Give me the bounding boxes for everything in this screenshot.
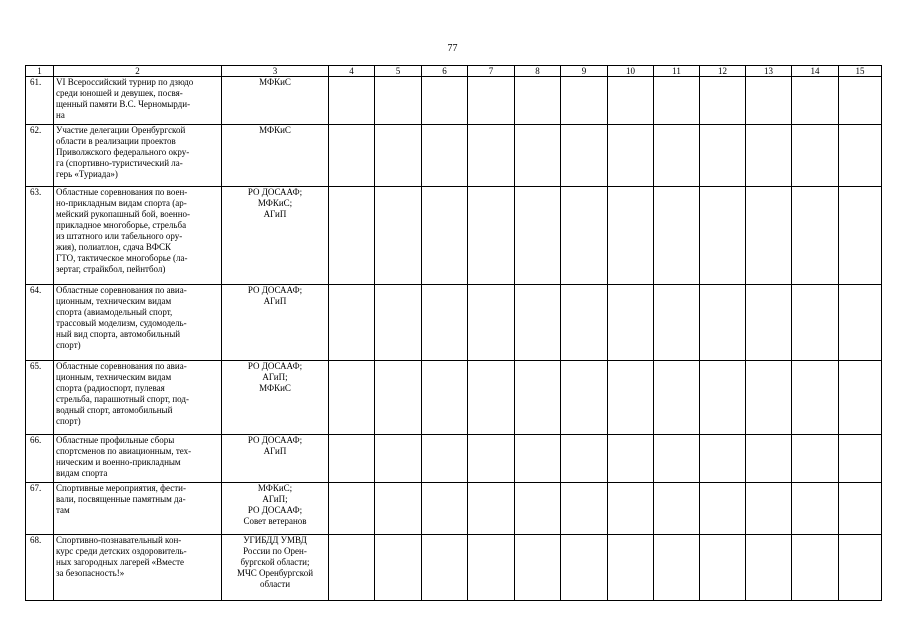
empty-cell xyxy=(839,187,882,285)
header-cell: 6 xyxy=(422,66,468,77)
executor-text-line: АГиП xyxy=(263,446,287,456)
empty-cell xyxy=(608,535,654,601)
event-text-line: там xyxy=(56,505,70,515)
empty-cell xyxy=(746,285,792,361)
row-number: 68. xyxy=(26,535,54,601)
empty-cell xyxy=(700,361,746,435)
executor-text-line: АГиП xyxy=(263,209,287,219)
event-text-line: щенный памяти В.С. Черномырди- xyxy=(56,99,191,109)
event-text-line: Областные профильные сборы xyxy=(56,435,175,445)
empty-cell xyxy=(792,361,839,435)
empty-cell xyxy=(329,361,375,435)
empty-cell xyxy=(700,435,746,483)
header-cell: 7 xyxy=(468,66,515,77)
empty-cell xyxy=(792,535,839,601)
empty-cell xyxy=(746,535,792,601)
header-cell: 11 xyxy=(654,66,700,77)
event-text-line: ционным, техническим видам xyxy=(56,372,172,382)
row-number: 62. xyxy=(26,125,54,187)
executor-text-line: РО ДОСААФ; xyxy=(247,285,303,295)
table-row xyxy=(26,125,882,187)
empty-cell xyxy=(468,483,515,535)
empty-cell xyxy=(422,535,468,601)
event-text-line: герь «Туриада») xyxy=(56,169,118,179)
event-text-line: водный спорт, автомобильный xyxy=(56,405,173,415)
event-text-line: Участие делегации Оренбургской xyxy=(56,125,186,135)
event-text-line: зертаг, страйкбол, пейнтбол) xyxy=(56,264,166,274)
empty-cell xyxy=(561,125,608,187)
empty-cell xyxy=(422,285,468,361)
executor-text-line: России по Орен- xyxy=(243,546,307,556)
event-text-line: видам спорта xyxy=(56,468,108,478)
row-number: 67. xyxy=(26,483,54,535)
empty-cell xyxy=(515,125,561,187)
empty-cell xyxy=(839,361,882,435)
event-text-line: из штатного или табельного ору- xyxy=(56,231,183,241)
executor-cell xyxy=(222,285,329,361)
header-cell: 1 xyxy=(26,66,54,77)
event-text-line: стрельба, парашютный спорт, под- xyxy=(56,394,189,404)
table-row xyxy=(26,187,882,285)
executor-cell xyxy=(222,435,329,483)
event-cell xyxy=(54,435,222,483)
header-cell: 15 xyxy=(839,66,882,77)
empty-cell xyxy=(608,187,654,285)
event-text-line: спорта (радиоспорт, пулевая xyxy=(56,383,165,393)
event-text-line: спорт) xyxy=(56,340,81,350)
empty-cell xyxy=(422,361,468,435)
empty-cell xyxy=(792,483,839,535)
executor-cell xyxy=(222,483,329,535)
empty-cell xyxy=(468,77,515,125)
empty-cell xyxy=(375,535,422,601)
executor-text-line: РО ДОСААФ; xyxy=(247,187,303,197)
empty-cell xyxy=(329,187,375,285)
empty-cell xyxy=(839,435,882,483)
empty-cell xyxy=(515,285,561,361)
event-text-line: Спортивно-познавательный кон- xyxy=(56,535,182,545)
table-row xyxy=(26,285,882,361)
empty-cell xyxy=(329,435,375,483)
executor-text-line: МФКиС xyxy=(259,383,291,393)
event-cell xyxy=(54,361,222,435)
executor-text-line: МФКиС; xyxy=(257,483,293,493)
empty-cell xyxy=(792,435,839,483)
executor-cell xyxy=(222,361,329,435)
executor-text-line: Совет ветеранов xyxy=(243,516,307,526)
header-cell: 3 xyxy=(222,66,329,77)
table-row xyxy=(26,361,882,435)
page-number: 77 xyxy=(447,43,458,54)
table-row xyxy=(26,535,882,601)
event-cell xyxy=(54,187,222,285)
event-text-line: ных загородных лагерей «Вместе xyxy=(56,557,185,567)
empty-cell xyxy=(329,77,375,125)
empty-cell xyxy=(375,187,422,285)
empty-cell xyxy=(700,187,746,285)
executor-text-line: АГиП xyxy=(263,296,287,306)
event-text-line: Областные соревнования по авиа- xyxy=(56,285,187,295)
event-text-line: ГТО, тактическое многоборье (ла- xyxy=(56,253,188,263)
event-text-line: среди юношей и девушек, посвя- xyxy=(56,88,183,98)
executor-cell xyxy=(222,125,329,187)
table-row xyxy=(26,435,882,483)
empty-cell xyxy=(654,125,700,187)
empty-cell xyxy=(654,77,700,125)
header-cell: 9 xyxy=(561,66,608,77)
empty-cell xyxy=(839,77,882,125)
executor-text-line: РО ДОСААФ; xyxy=(247,361,303,371)
empty-cell xyxy=(654,361,700,435)
empty-cell xyxy=(422,187,468,285)
executor-text-line: РО ДОСААФ; xyxy=(247,435,303,445)
empty-cell xyxy=(515,483,561,535)
event-cell xyxy=(54,285,222,361)
event-text-line: курс среди детских оздоровитель- xyxy=(56,546,187,556)
empty-cell xyxy=(329,483,375,535)
empty-cell xyxy=(839,535,882,601)
executor-cell xyxy=(222,535,329,601)
empty-cell xyxy=(654,535,700,601)
empty-cell xyxy=(654,285,700,361)
event-text-line: жия), полиатлон, сдача ВФСК xyxy=(56,242,172,252)
event-text-line: Приволжского федерального окру- xyxy=(56,147,190,157)
empty-cell xyxy=(608,285,654,361)
table-row xyxy=(26,483,882,535)
header-cell: 2 xyxy=(54,66,222,77)
event-cell xyxy=(54,77,222,125)
executor-text-line: РО ДОСААФ; xyxy=(247,505,303,515)
empty-cell xyxy=(515,187,561,285)
events-table xyxy=(25,65,882,601)
empty-cell xyxy=(561,483,608,535)
executor-text-line: МФКиС; xyxy=(257,198,293,208)
empty-cell xyxy=(608,435,654,483)
event-text-line: вали, посвященные памятным да- xyxy=(56,494,186,504)
event-text-line: Спортивные мероприятия, фести- xyxy=(56,483,186,493)
empty-cell xyxy=(561,285,608,361)
header-row xyxy=(26,66,882,77)
event-cell xyxy=(54,125,222,187)
empty-cell xyxy=(792,77,839,125)
executor-text-line: области xyxy=(259,579,291,589)
empty-cell xyxy=(608,77,654,125)
empty-cell xyxy=(375,361,422,435)
empty-cell xyxy=(375,77,422,125)
event-text-line: ническим и военно-прикладным xyxy=(56,457,181,467)
event-text-line: мейский рукопашный бой, военно- xyxy=(56,209,191,219)
executor-text-line: АГиП; xyxy=(262,494,288,504)
empty-cell xyxy=(654,187,700,285)
event-cell xyxy=(54,483,222,535)
empty-cell xyxy=(375,125,422,187)
row-number: 66. xyxy=(26,435,54,483)
event-text-line: спорт) xyxy=(56,416,81,426)
event-text-line: за безопасность!» xyxy=(56,568,125,578)
event-text-line: трассовый моделизм, судомодель- xyxy=(56,318,187,328)
header-cell: 12 xyxy=(700,66,746,77)
event-text-line: Областные соревнования по авиа- xyxy=(56,361,187,371)
empty-cell xyxy=(839,483,882,535)
header-cell: 13 xyxy=(746,66,792,77)
empty-cell xyxy=(515,535,561,601)
empty-cell xyxy=(608,483,654,535)
empty-cell xyxy=(746,435,792,483)
empty-cell xyxy=(468,187,515,285)
executor-cell xyxy=(222,187,329,285)
empty-cell xyxy=(329,285,375,361)
empty-cell xyxy=(375,285,422,361)
empty-cell xyxy=(515,435,561,483)
row-number: 61. xyxy=(26,77,54,125)
executor-text-line: бургской области; xyxy=(240,557,310,567)
event-text-line: прикладное многоборье, стрельба xyxy=(56,220,187,230)
executor-text-line: УГИБДД УМВД xyxy=(243,535,307,545)
empty-cell xyxy=(839,285,882,361)
empty-cell xyxy=(746,125,792,187)
empty-cell xyxy=(608,125,654,187)
empty-cell xyxy=(746,361,792,435)
empty-cell xyxy=(608,361,654,435)
event-text-line: спортсменов по авиационным, тех- xyxy=(56,446,192,456)
empty-cell xyxy=(422,77,468,125)
empty-cell xyxy=(839,125,882,187)
empty-cell xyxy=(515,361,561,435)
event-text-line: но-прикладным видам спорта (ар- xyxy=(56,198,187,208)
empty-cell xyxy=(700,483,746,535)
event-text-line: ный вид спорта, автомобильный xyxy=(56,329,181,339)
event-text-line: га (спортивно-туристический ла- xyxy=(56,158,183,168)
header-cell: 4 xyxy=(329,66,375,77)
executor-text-line: МФКиС xyxy=(259,125,291,135)
empty-cell xyxy=(746,77,792,125)
empty-cell xyxy=(561,77,608,125)
empty-cell xyxy=(792,125,839,187)
event-text-line: на xyxy=(56,110,65,120)
empty-cell xyxy=(746,187,792,285)
event-text-line: Областные соревнования по воен- xyxy=(56,187,188,197)
empty-cell xyxy=(468,535,515,601)
empty-cell xyxy=(375,483,422,535)
empty-cell xyxy=(468,285,515,361)
empty-cell xyxy=(792,285,839,361)
empty-cell xyxy=(700,285,746,361)
empty-cell xyxy=(700,535,746,601)
executor-cell xyxy=(222,77,329,125)
empty-cell xyxy=(422,483,468,535)
empty-cell xyxy=(561,535,608,601)
event-text-line: спорта (авиамодельный спорт, xyxy=(56,307,173,317)
empty-cell xyxy=(700,77,746,125)
executor-text-line: АГиП; xyxy=(262,372,288,382)
header-cell: 5 xyxy=(375,66,422,77)
empty-cell xyxy=(654,483,700,535)
header-cell: 10 xyxy=(608,66,654,77)
empty-cell xyxy=(329,125,375,187)
empty-cell xyxy=(422,435,468,483)
empty-cell xyxy=(329,535,375,601)
empty-cell xyxy=(746,483,792,535)
executor-text-line: МЧС Оренбургской xyxy=(236,568,314,578)
empty-cell xyxy=(561,361,608,435)
empty-cell xyxy=(468,361,515,435)
empty-cell xyxy=(468,435,515,483)
empty-cell xyxy=(700,125,746,187)
table-row xyxy=(26,77,882,125)
empty-cell xyxy=(561,187,608,285)
row-number: 63. xyxy=(26,187,54,285)
event-text-line: ционным, техническим видам xyxy=(56,296,172,306)
event-text-line: области в реализации проектов xyxy=(56,136,176,146)
event-cell xyxy=(54,535,222,601)
empty-cell xyxy=(792,187,839,285)
empty-cell xyxy=(561,435,608,483)
header-cell: 14 xyxy=(792,66,839,77)
executor-text-line: МФКиС xyxy=(259,77,291,87)
row-number: 65. xyxy=(26,361,54,435)
empty-cell xyxy=(375,435,422,483)
header-cell: 8 xyxy=(515,66,561,77)
row-number: 64. xyxy=(26,285,54,361)
event-text-line: VI Всероссийский турнир по дзюдо xyxy=(56,77,194,87)
empty-cell xyxy=(515,77,561,125)
empty-cell xyxy=(468,125,515,187)
empty-cell xyxy=(654,435,700,483)
empty-cell xyxy=(422,125,468,187)
